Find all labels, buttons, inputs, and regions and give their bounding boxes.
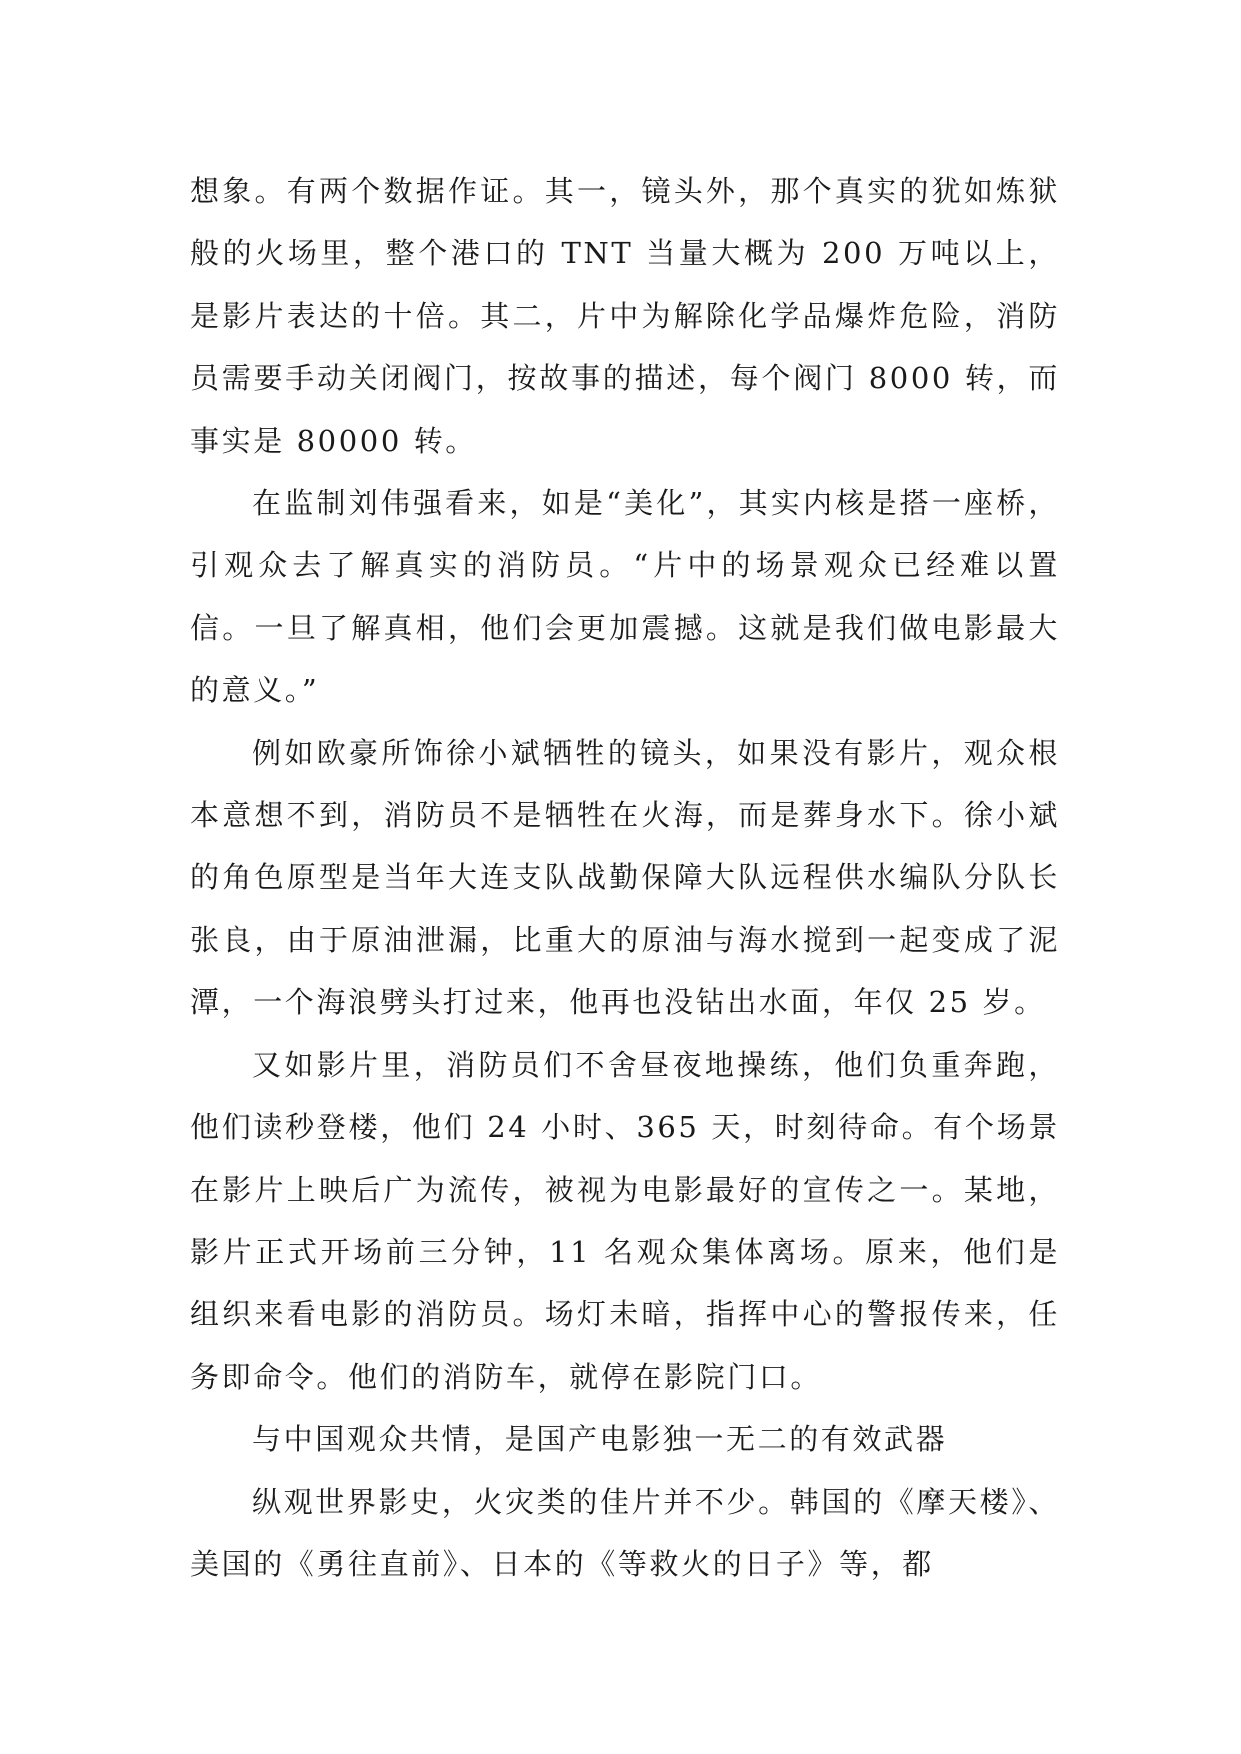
paragraph-xu-xiaobin-sacrifice: 例如欧豪所饰徐小斌牺牲的镜头，如果没有影片，观众根本意想不到，消防员不是牺牲在火海，而是葬身水下。徐小斌的角色原型是当年大连支队战勤保障大队远程供水编队分队长张良，由于原油泄漏，比重大的原油与海水搅到一起变成了泥潭，一个海浪劈头打过来，他再也没钻出水面，年仅 25 岁。 xyxy=(190,735,1060,1020)
paragraph-world-film-history: 纵观世界影史，火灾类的佳片并不少。韩国的《摩天楼》、美国的《勇往直前》、日本的《等救火的日子》等，都 xyxy=(190,1484,1060,1581)
section-heading: 与中国观众共情，是国产电影独一无二的有效武器 xyxy=(252,1422,948,1457)
paragraph-producer-quote: 在监制刘伟强看来，如是“美化”，其实内核是搭一座桥，引观众去了解真实的消防员。“片中的场景观众已经难以置信。一旦了解真相，他们会更加震撼。这就是我们做电影最大的意义。” xyxy=(190,486,1060,708)
paragraph-valve-data: 想象。有两个数据作证。其一，镜头外，那个真实的犹如炼狱般的火场里，整个港口的 TNT 当量大概为 200 万吨以上，是影片表达的十倍。其二，片中为解除化学品爆炸危险，消防员需要手动关闭阀门，按故事的描述，每个阀门 8000 转，而事实是 80000 转。 xyxy=(190,174,1060,458)
document-body xyxy=(190,160,1060,1595)
paragraph-firefighters-leaving: 又如影片里，消防员们不舍昼夜地操练，他们负重奔跑，他们读秒登楼，他们 24 小时、365 天，时刻待命。有个场景在影片上映后广为流传，被视为电影最好的宣传之一。某地，影片正式开场前三分钟，11 名观众集体离场。原来，他们是组织来看电影的消防员。场灯未暗，指挥中心的警报传来，任务即命令。他们的消防车，就停在影院门口。 xyxy=(190,1047,1060,1394)
